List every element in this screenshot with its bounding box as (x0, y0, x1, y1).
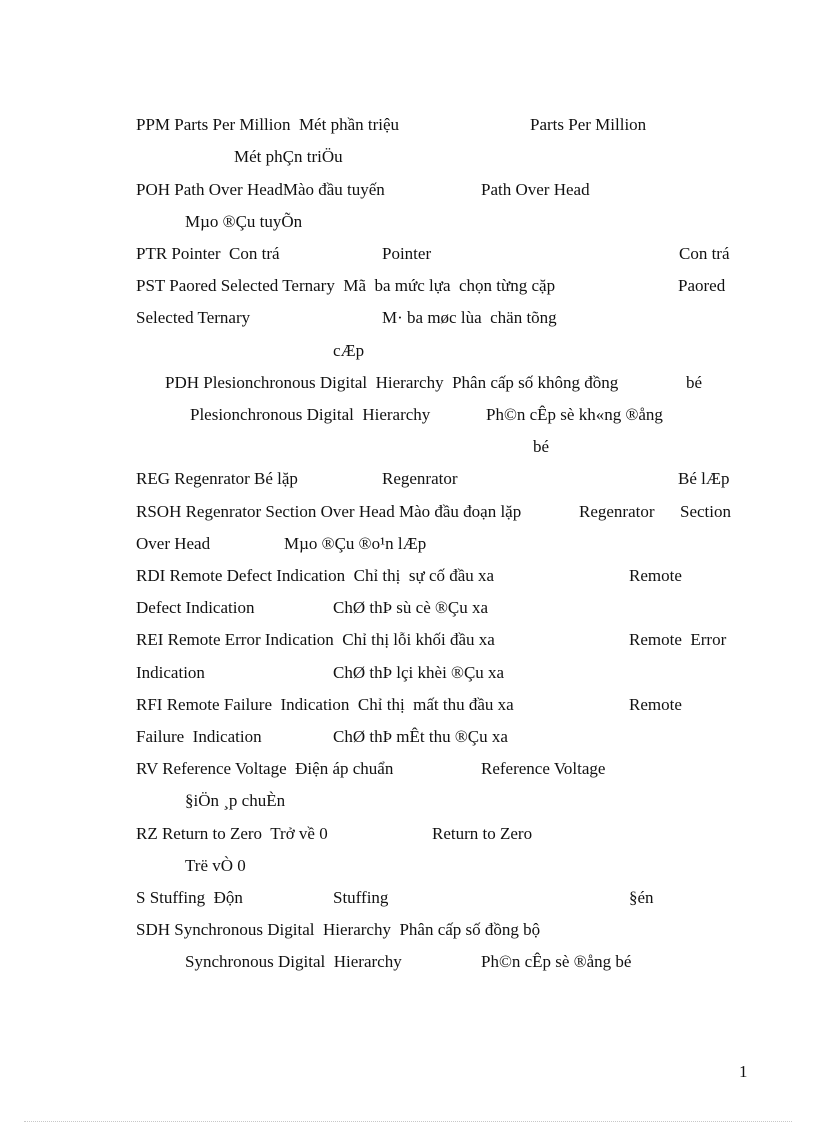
text-line: PST Paored Selected Ternary Mã ba mức lựa chọn từng cặp (136, 276, 556, 295)
text-line: ChØ thÞ mÊt thu ®Çu xa (333, 727, 508, 746)
text-line: Parts Per Million (530, 115, 647, 134)
text-line: ChØ thÞ sù cè ®Çu xa (333, 598, 489, 617)
page-bottom-divider (24, 1121, 792, 1122)
text-line: Return to Zero (432, 824, 533, 843)
text-line: §iÖn ¸p chuÈn (185, 791, 286, 810)
text-line: RSOH Regenrator Section Over Head Mào đầu đoạn lặp (136, 502, 522, 521)
text-line: PTR Pointer Con trá (136, 244, 280, 263)
text-line: M· ba møc lùa chän tõng (382, 308, 557, 327)
text-line: Trë vÒ 0 (185, 856, 246, 875)
text-line: REG Regenrator Bé lặp (136, 469, 298, 488)
text-line: Con trá (679, 244, 730, 263)
text-line: Mét phÇn triÖu (234, 147, 343, 166)
text-line: Plesionchronous Digital Hierarchy (190, 405, 431, 424)
text-line: Pointer (382, 244, 432, 263)
text-line: Stuffing (333, 888, 389, 907)
text-line: S Stuffing Độn (136, 888, 243, 907)
text-line: Reference Voltage (481, 759, 606, 778)
text-line: Mµo ®Çu ®o¹n lÆp (284, 534, 427, 553)
text-line: POH Path Over HeadMào đầu tuyến (136, 180, 385, 199)
text-line: Paored (678, 276, 726, 295)
text-line: cÆp (333, 341, 365, 360)
text-line: Section (680, 502, 731, 521)
text-line: Remote Error (629, 630, 727, 649)
text-line: RDI Remote Defect Indication Chỉ thị sự cố đầu xa (136, 566, 495, 585)
text-line: Bé lÆp (678, 469, 730, 488)
text-line: Regenrator (579, 502, 655, 521)
text-line: Defect Indication (136, 598, 255, 617)
text-line: Selected Ternary (136, 308, 251, 327)
text-line: Remote (629, 566, 682, 585)
text-line: PPM Parts Per Million Mét phần triệu (136, 115, 400, 134)
text-line: REI Remote Error Indication Chỉ thị lỗi khối đầu xa (136, 630, 495, 649)
text-line: Indication (136, 663, 205, 682)
text-line: §én (629, 888, 654, 907)
text-line: Ph©n cÊp sè kh«ng ®ång (486, 405, 663, 424)
text-line: Ph©n cÊp sè ®ång bé (481, 952, 632, 971)
text-line: bé (533, 437, 550, 456)
text-line: Over Head (136, 534, 211, 553)
text-line: bé (686, 373, 703, 392)
text-line: Synchronous Digital Hierarchy (185, 952, 402, 971)
text-line: RFI Remote Failure Indication Chỉ thị mất thu đầu xa (136, 695, 514, 714)
text-line: Regenrator (382, 469, 458, 488)
text-line: PDH Plesionchronous Digital Hierarchy Phân cấp số không đồng (165, 373, 619, 392)
text-line: Remote (629, 695, 682, 714)
text-line: RV Reference Voltage Điện áp chuẩn (136, 759, 394, 778)
text-line: SDH Synchronous Digital Hierarchy Phân cấp số đồng bộ (136, 920, 541, 939)
text-line: Path Over Head (481, 180, 590, 199)
text-line: Mµo ®Çu tuyÕn (185, 212, 303, 231)
page-number: 1 (739, 1062, 748, 1081)
text-line: Failure Indication (136, 727, 262, 746)
text-line: ChØ thÞ lçi khèi ®Çu xa (333, 663, 505, 682)
text-line: RZ Return to Zero Trở về 0 (136, 824, 328, 843)
